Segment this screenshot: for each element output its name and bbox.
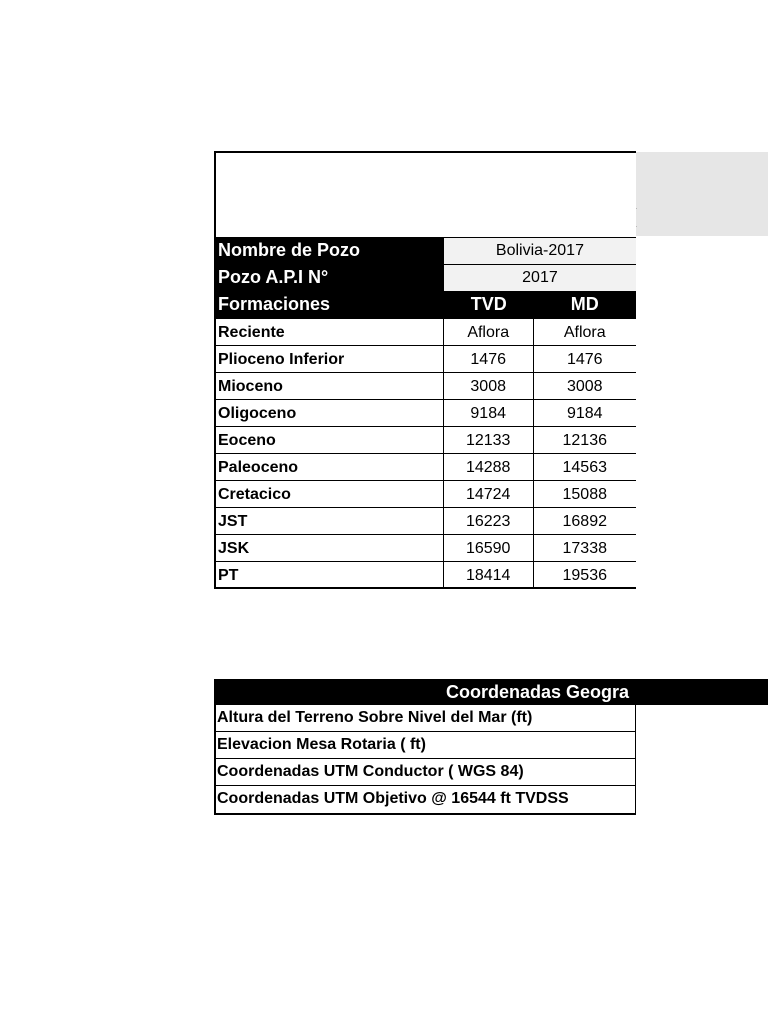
formations-table [214,151,636,589]
coordinates-table [214,705,636,815]
coordinates-row[interactable]: Coordenadas UTM Conductor ( WGS 84) [216,759,636,786]
tvd-header: TVD [470,294,507,314]
formation-md[interactable]: 12136 [562,432,607,449]
formation-name[interactable]: Oligoceno [216,400,444,426]
formation-row [216,426,636,453]
formation-tvd[interactable]: 16590 [444,535,534,561]
coordinates-title: Coordenadas Geogra [446,682,630,702]
formation-row [216,318,636,345]
table-header-blank [216,153,636,237]
formation-name[interactable]: JST [216,508,444,534]
formation-tvd[interactable]: 16223 [444,508,534,534]
formation-tvd[interactable]: 14724 [444,481,534,507]
coordinates-header [214,679,768,705]
well-name-row [216,237,636,264]
formation-md[interactable]: 14563 [562,459,607,476]
well-name-label: Nombre de Pozo [216,237,444,264]
coordinates-row[interactable]: Coordenadas UTM Objetivo @ 16544 ft TVDSS [216,786,636,813]
formation-md[interactable]: 19536 [562,567,607,584]
formation-name[interactable]: Reciente [216,319,444,345]
formation-tvd[interactable]: 3008 [444,373,534,399]
formation-name[interactable]: Plioceno Inferior [216,346,444,372]
formation-name[interactable]: JSK [216,535,444,561]
formation-row [216,480,636,507]
formation-name[interactable]: Eoceno [216,427,444,453]
formations-header-row [216,291,636,318]
formation-row [216,507,636,534]
formation-name[interactable]: PT [216,562,444,588]
formation-md[interactable]: 16892 [562,513,607,530]
formation-row [216,453,636,480]
formation-tvd[interactable]: Aflora [444,319,534,345]
formation-row [216,345,636,372]
formation-row [216,561,636,588]
formation-tvd[interactable]: 14288 [444,454,534,480]
well-api-label: Pozo A.P.I N° [216,264,444,291]
well-api-row [216,264,636,291]
formation-md[interactable]: 9184 [566,405,603,422]
formation-tvd[interactable]: 1476 [444,346,534,372]
formation-row [216,399,636,426]
coordinates-row[interactable]: Elevacion Mesa Rotaria ( ft) [216,732,636,759]
formation-tvd[interactable]: 18414 [444,562,534,588]
formation-tvd[interactable]: 9184 [444,400,534,426]
header-grey-band [636,152,768,236]
formation-md[interactable]: 17338 [562,540,607,557]
well-name-value[interactable]: Bolivia-2017 [444,237,636,264]
formation-name[interactable]: Cretacico [216,481,444,507]
formation-name[interactable]: Paleoceno [216,454,444,480]
formation-md[interactable]: 3008 [566,378,603,395]
formation-md[interactable]: 1476 [566,351,603,368]
formation-md[interactable]: Aflora [563,324,606,341]
formation-name[interactable]: Mioceno [216,373,444,399]
md-header: MD [570,294,599,314]
formation-row [216,534,636,561]
coordinates-row[interactable]: Altura del Terreno Sobre Nivel del Mar (ft) [216,705,636,732]
formation-tvd[interactable]: 12133 [444,427,534,453]
formation-md[interactable]: 15088 [562,486,607,503]
well-api-value[interactable]: 2017 [444,264,636,291]
formation-row [216,372,636,399]
formations-header-label: Formaciones [216,291,444,318]
